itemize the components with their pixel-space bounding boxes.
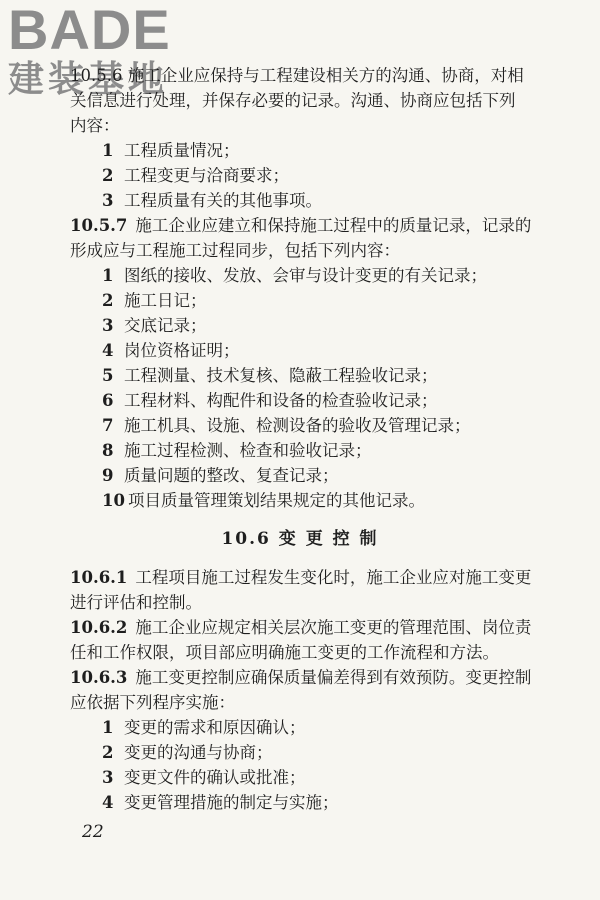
list-item-text: 岗位资格证明； [124, 341, 240, 360]
list-item [102, 439, 372, 463]
list-item [102, 264, 487, 288]
list-item [102, 339, 240, 363]
clause-text: 施工企业应规定相关层次施工变更的管理范围、岗位责 [135, 618, 532, 637]
list-item [102, 741, 273, 765]
list-item-number: 2 [102, 743, 114, 762]
page-number: 22 [82, 822, 104, 842]
list-item-number: 3 [102, 191, 114, 210]
clause-1056-line3: 内容： [70, 116, 120, 135]
list-item-text: 变更文件的确认或批准； [124, 768, 306, 787]
list-item-text: 施工日记； [124, 291, 207, 310]
clause-number: 10.6.3 [70, 668, 128, 687]
list-item-text: 施工机具、设施、检测设备的验收及管理记录； [124, 416, 471, 435]
list-item-text: 变更管理措施的制定与实施； [124, 793, 339, 812]
list-item [102, 314, 207, 338]
list-item-text: 工程测量、技术复核、隐蔽工程验收记录； [124, 366, 438, 385]
list-item-text: 工程质量情况； [124, 141, 240, 160]
clause-text: 施工企业应建立和保持施工过程中的质量记录，记录的 [135, 216, 532, 235]
clause-1063-line1 [70, 666, 531, 690]
list-item-number: 1 [102, 266, 114, 285]
list-item-text: 交底记录； [124, 316, 207, 335]
list-item [102, 489, 425, 513]
list-item-number: 9 [102, 466, 114, 485]
clause-1057-line2: 形成应与工程施工过程同步，包括下列内容： [70, 241, 400, 260]
list-item-number: 4 [102, 341, 114, 360]
list-item-number: 2 [102, 291, 114, 310]
clause-1057-line1 [70, 214, 531, 238]
clause-text: 施工变更控制应确保质量偏差得到有效预防。变更控制 [135, 668, 532, 687]
list-item [102, 414, 471, 438]
list-item [102, 791, 339, 815]
list-item-number: 10 [102, 491, 125, 510]
clause-1063-line2: 应依据下列程序实施： [70, 693, 235, 712]
list-item-number: 7 [102, 416, 114, 435]
clause-1062-line2: 任和工作权限，项目部应明确施工变更的工作流程和方法。 [70, 643, 499, 662]
clause-number: 10.6.2 [70, 618, 128, 637]
list-item-number: 1 [102, 141, 114, 160]
clause-1062-line1 [70, 616, 531, 640]
clause-1061-line1 [70, 566, 531, 590]
list-item-number: 4 [102, 793, 114, 812]
list-item-number: 3 [102, 768, 114, 787]
list-item [102, 389, 438, 413]
clause-number: 10.6.1 [70, 568, 128, 587]
list-item [102, 464, 339, 488]
list-item [102, 139, 240, 163]
list-item-text: 图纸的接收、发放、会审与设计变更的有关记录； [124, 266, 487, 285]
list-item-number: 5 [102, 366, 114, 385]
list-item [102, 189, 322, 213]
list-item-text: 变更的需求和原因确认； [124, 718, 306, 737]
list-item-text: 质量问题的整改、复查记录； [124, 466, 339, 485]
clause-1061-line2: 进行评估和控制。 [70, 593, 202, 612]
logo-latin-text: BADE [8, 0, 171, 61]
list-item-text: 工程材料、构配件和设备的检查验收记录； [124, 391, 438, 410]
list-item [102, 164, 289, 188]
list-item-number: 3 [102, 316, 114, 335]
clause-text: 工程项目施工过程发生变化时，施工企业应对施工变更 [135, 568, 532, 587]
list-item-text: 工程变更与洽商要求； [124, 166, 289, 185]
list-item [102, 766, 306, 790]
list-item [102, 364, 438, 388]
clause-1056-line1: 10.5.6 施工企业应保持与工程建设相关方的沟通、协商，对相 [70, 66, 524, 85]
clause-number: 10.5.7 [70, 216, 128, 235]
logo-cjk-text: 建装基地 [8, 59, 169, 100]
list-item-text: 变更的沟通与协商； [124, 743, 273, 762]
list-item-number: 8 [102, 441, 114, 460]
list-item-number: 6 [102, 391, 114, 410]
section-title: 10.6 变 更 控 制 [221, 529, 379, 549]
list-item [102, 289, 207, 313]
list-item-text: 项目质量管理策划结果规定的其他记录。 [128, 491, 425, 510]
list-item-number: 2 [102, 166, 114, 185]
list-item-text: 工程质量有关的其他事项。 [124, 191, 322, 210]
list-item [102, 716, 306, 740]
list-item-text: 施工过程检测、检查和验收记录； [124, 441, 372, 460]
clause-1056-line2: 关信息进行处理，并保存必要的记录。沟通、协商应包括下列 [70, 91, 516, 110]
list-item-number: 1 [102, 718, 114, 737]
